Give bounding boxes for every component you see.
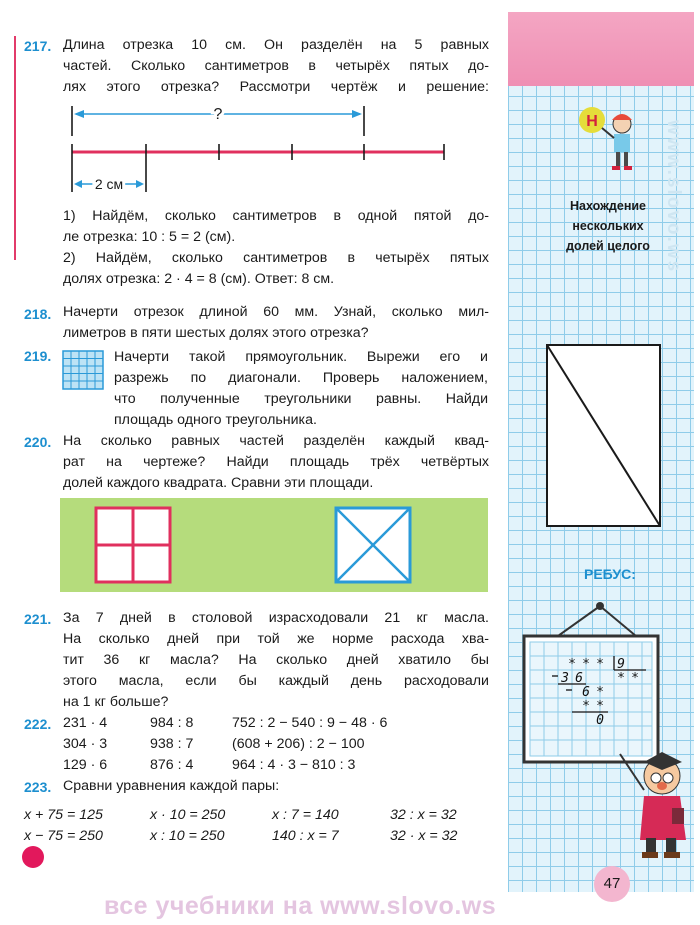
expressions-col-3 xyxy=(232,713,492,776)
text-line: тит 36 кг масла? На сколько дней хватило бы xyxy=(63,652,489,668)
text-line: На сколько дней при той же норме расхода хва- xyxy=(63,631,489,647)
expression: 964 : 4 · 3 − 810 : 3 xyxy=(232,757,356,773)
text-line: 1) Найдём, сколько сантиметров в одной пятой до- xyxy=(63,208,489,224)
svg-text:6: 6 xyxy=(582,685,590,700)
task-218-text xyxy=(63,302,489,344)
marker-dot xyxy=(22,846,44,868)
rebus-board xyxy=(520,598,662,766)
task-217-text xyxy=(63,35,489,98)
equation xyxy=(24,805,134,847)
equation-text: 32 · x = 32 xyxy=(390,828,458,844)
text-line: долях отрезка: 2 · 4 = 8 (см). Ответ: 8 см. xyxy=(63,271,335,287)
svg-text:*: * xyxy=(631,671,639,686)
expression: 876 : 4 xyxy=(150,757,194,773)
watermark: www.slovo.ws xyxy=(663,120,684,274)
task-number: 218. xyxy=(24,306,52,322)
grid-rectangle-icon xyxy=(62,350,104,390)
unknown-length-label: ? xyxy=(213,106,223,123)
equation-text: x · 10 = 250 xyxy=(150,807,226,823)
square-quartered-figure xyxy=(94,506,172,584)
text-line: Начерти отрезок длиной 60 мм. Узнай, сколько мил- xyxy=(63,304,489,320)
topic-line-1: Нахождение xyxy=(569,199,647,213)
expression: 231 · 4 xyxy=(63,715,108,731)
sidebar-topic-title xyxy=(540,196,676,256)
equation-text: x + 75 = 125 xyxy=(24,807,103,823)
expression: (608 + 206) : 2 − 100 xyxy=(232,736,365,752)
expression: 938 : 7 xyxy=(150,736,194,752)
equation xyxy=(390,805,490,847)
expression: 129 · 6 xyxy=(63,757,108,773)
margin-line xyxy=(14,36,16,260)
text-line: этого масла, если бы каждый день расходовали xyxy=(63,673,489,689)
text-line: что полученные треугольники равны. Найди xyxy=(114,391,488,407)
text-line: рат на чертеже? Найди площадь трёх четвёртых xyxy=(63,454,489,470)
text-line: частей. Сколько сантиметров в четырёх пятых до- xyxy=(63,58,489,74)
svg-text:0: 0 xyxy=(596,713,604,728)
svg-text:6: 6 xyxy=(575,671,583,686)
svg-text:*: * xyxy=(582,699,590,714)
equation-text: 140 : x = 7 xyxy=(272,828,339,844)
task-number: 220. xyxy=(24,434,52,450)
equation xyxy=(150,805,260,847)
task-number: 221. xyxy=(24,611,52,627)
text-line: площадь одного треугольника. xyxy=(114,412,317,428)
page-number: 47 xyxy=(594,866,630,902)
expression: 304 · 3 xyxy=(63,736,108,752)
professor-mascot-icon xyxy=(616,750,694,862)
expression: 984 : 8 xyxy=(150,715,194,731)
svg-text:*: * xyxy=(582,657,590,672)
text-line: ле отрезка: 10 : 5 = 2 (см). xyxy=(63,229,236,245)
text-line: Длина отрезка 10 см. Он разделён на 5 равных xyxy=(63,37,489,53)
text-line: лиметров в пяти шестых долях этого отрезка? xyxy=(63,325,369,341)
rectangle-diagonal-figure xyxy=(545,343,663,529)
task-number: 217. xyxy=(24,38,52,54)
task-number: 223. xyxy=(24,779,52,795)
square-diagonals-figure xyxy=(334,506,412,584)
equation xyxy=(272,805,382,847)
svg-text:*: * xyxy=(596,657,604,672)
text-line: лях этого отрезка? Рассмотри чертёж и решение: xyxy=(63,79,489,95)
task-number: 219. xyxy=(24,348,52,364)
svg-text:*: * xyxy=(568,657,576,672)
task-number: 222. xyxy=(24,716,52,732)
mascot-icon xyxy=(570,100,650,180)
expression: 752 : 2 − 540 : 9 − 48 · 6 xyxy=(232,715,388,731)
text-line: на 1 кг больше? xyxy=(63,694,169,710)
footer-watermark: все учебники на www.slovo.ws xyxy=(104,892,497,920)
task-223-intro: Сравни уравнения каждой пары: xyxy=(63,778,280,794)
task-219-text xyxy=(114,347,488,431)
text-line: 2) Найдём, сколько сантиметров в четырёх пятых xyxy=(63,250,489,266)
topic-line-3: долей целого xyxy=(566,239,650,253)
expressions-col-1 xyxy=(63,713,153,776)
rebus-digit-9: 9 xyxy=(617,657,625,672)
task-220-text xyxy=(63,431,489,494)
text-line: разрежь по диагонали. Проверь наложением, xyxy=(114,370,488,386)
text-line: долей каждого квадрата. Сравни эти площади. xyxy=(63,475,374,491)
task-217-solution xyxy=(63,206,489,290)
segment-diagram xyxy=(62,100,452,196)
svg-text:*: * xyxy=(596,699,604,714)
text-line: На сколько равных частей разделён каждый квад- xyxy=(63,433,489,449)
part-length-label: 2 см xyxy=(94,176,124,192)
equation-text: 32 : x = 32 xyxy=(390,807,457,823)
task-221-text xyxy=(63,608,489,713)
mascot-letter: Н xyxy=(586,113,598,130)
text-line: Начерти такой прямоугольник. Вырежи его и xyxy=(114,349,488,365)
text-line: За 7 дней в столовой израсходовали 21 кг масла. xyxy=(63,610,489,626)
svg-text:*: * xyxy=(617,671,625,686)
sidebar-header-band xyxy=(508,12,694,86)
equation-text: x : 10 = 250 xyxy=(150,828,225,844)
equation-text: x − 75 = 250 xyxy=(24,828,103,844)
equation-text: x : 7 = 140 xyxy=(272,807,339,823)
svg-text:3: 3 xyxy=(561,671,569,686)
svg-text:*: * xyxy=(596,685,604,700)
rebus-title: РЕБУС: xyxy=(584,566,636,582)
topic-line-2: нескольких xyxy=(572,219,644,233)
expressions-col-2 xyxy=(150,713,240,776)
